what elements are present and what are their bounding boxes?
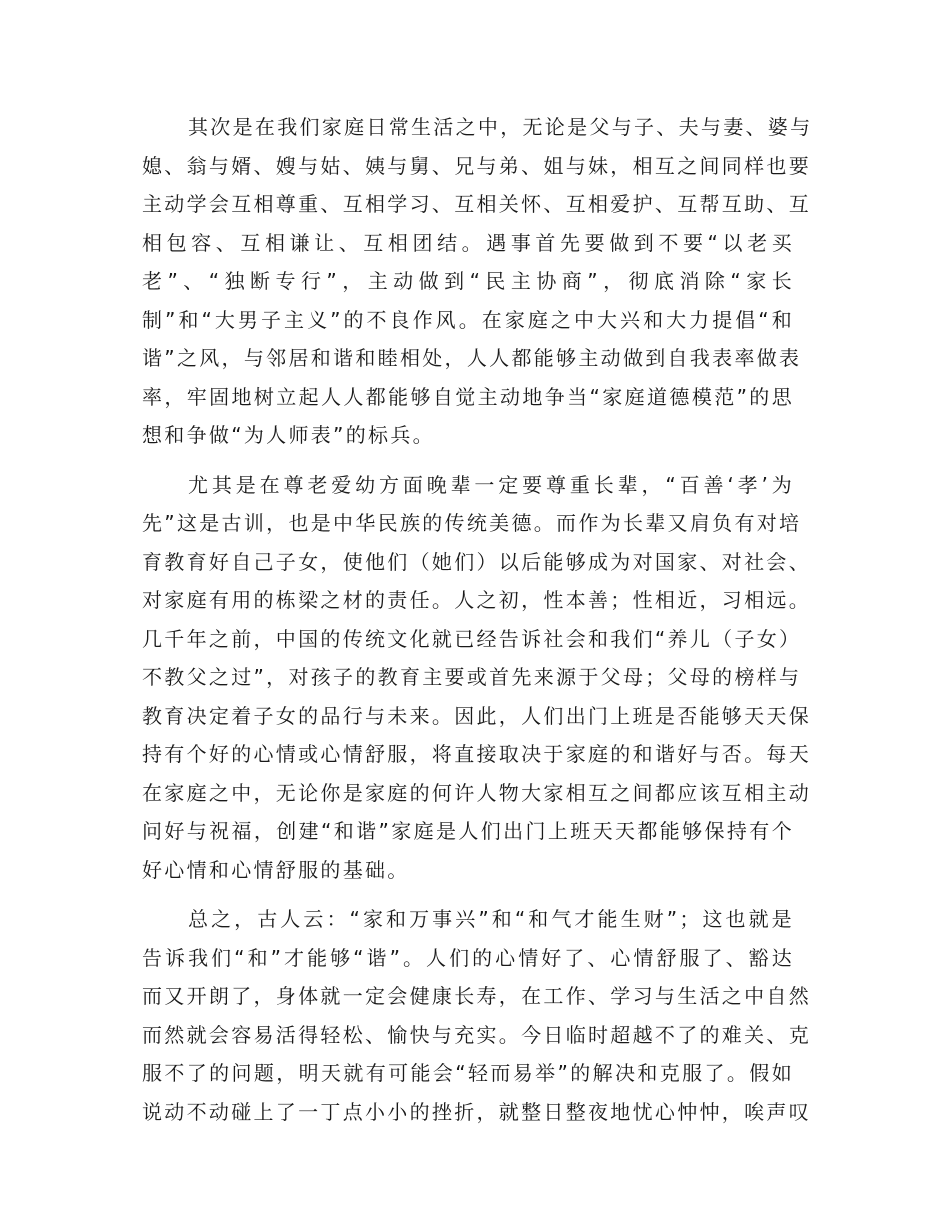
text-line: 制”和“大男子主义”的不良作风。在家庭之中大兴和大力提倡“和 xyxy=(142,307,794,332)
text-line: 育教育好自己子女，使他们（她们）以后能够成为对国家、对社会、 xyxy=(142,549,811,574)
paragraph-3 xyxy=(142,900,811,1131)
text-line: 好心情和心情舒服的基础。 xyxy=(142,857,410,882)
text-line: 率，牢固地树立起人人都能够自觉主动地争当“家庭道德模范”的思 xyxy=(142,384,794,409)
text-line: 总之，古人云：“家和万事兴”和“和气才能生财”；这也就是 xyxy=(188,907,794,931)
text-line: 想和争做“为人师表”的标兵。 xyxy=(142,423,435,447)
text-line: 说动不动碰上了一丁点小小的挫折，就整日整夜地忧心忡忡，唉声叹 xyxy=(142,1099,811,1124)
text-line: 谐”之风，与邻居和谐和睦相处，人人都能够主动做到自我表率做表 xyxy=(142,346,802,370)
paragraph-1 xyxy=(142,108,813,455)
text-line: 在家庭之中，无论你是家庭的何许人物大家相互之间都应该互相主动 xyxy=(142,780,811,805)
text-line: 老”、“独断专行”，主动做到“民主协商”，彻底消除“家长 xyxy=(142,269,794,293)
paragraph-2 xyxy=(142,466,811,890)
text-line: 先”这是古训，也是中华民族的传统美德。而作为长辈又肩负有对培 xyxy=(142,511,802,535)
text-line: 不教父之过”，对孩子的教育主要或首先来源于父母；父母的榜样与 xyxy=(142,665,802,689)
text-line: 服不了的问题，明天就有可能会“轻而易举”的解决和克服了。假如 xyxy=(142,1061,794,1085)
text-line: 尤其是在尊老爱幼方面晚辈一定要尊重长辈，“百善‘孝’为 xyxy=(188,472,794,497)
paragraph-gap xyxy=(142,889,794,900)
text-line: 对家庭有用的栋梁之材的责任。人之初，性本善；性相近，习相远。 xyxy=(142,588,811,612)
text-line: 其次是在我们家庭日常生活之中，无论是父与子、夫与妻、婆与 xyxy=(188,115,813,139)
text-line: 问好与祝福，创建“和谐”家庭是人们出门上班天天都能够保持有个 xyxy=(142,819,794,843)
text-line: 相包容、互相谦让、互相团结。遇事首先要做到不要“以老买 xyxy=(142,230,794,255)
document-body xyxy=(142,108,813,1131)
text-line: 主动学会互相尊重、互相学习、互相关怀、互相爱护、互帮互助、互 xyxy=(142,192,811,216)
paragraph-gap xyxy=(142,455,794,466)
text-line: 持有个好的心情或心情舒服，将直接取决于家庭的和谐好与否。每天 xyxy=(142,742,811,766)
text-line: 几千年之前，中国的传统文化就已经告诉社会和我们“养儿（子女） xyxy=(142,626,802,651)
text-line: 而又开朗了，身体就一定会健康长寿，在工作、学习与生活之中自然 xyxy=(142,984,811,1008)
text-line: 教育决定着子女的品行与未来。因此，人们出门上班是否能够天天保 xyxy=(142,703,811,728)
text-line: 而然就会容易活得轻松、愉快与充实。今日临时超越不了的难关、克 xyxy=(142,1022,811,1047)
text-line: 告诉我们“和”才能够“谐”。人们的心情好了、心情舒服了、豁达 xyxy=(142,945,794,970)
text-line: 媳、翁与婿、嫂与姑、姨与舅、兄与弟、姐与妹，相互之间同样也要 xyxy=(142,153,811,178)
